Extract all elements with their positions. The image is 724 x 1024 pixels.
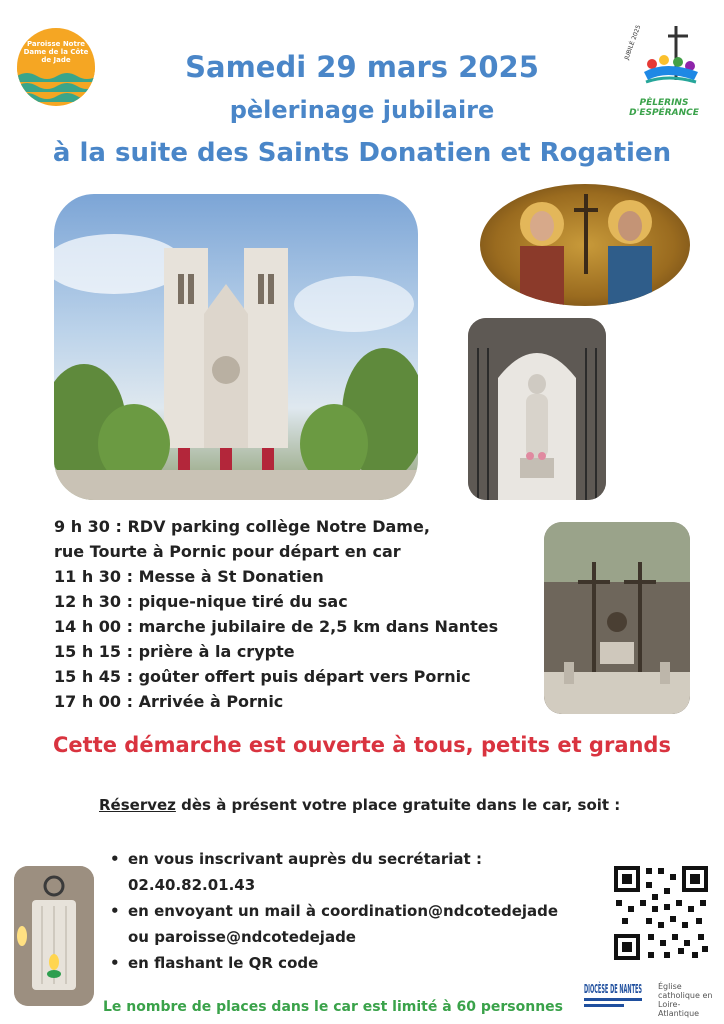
option-qr-text: en flashant le QR code (128, 954, 319, 972)
qr-code-icon (612, 864, 710, 962)
paroisse-logo-text: Paroisse Notre Dame de la Côte de Jade (23, 40, 89, 64)
crypt-crosses-photo (544, 522, 690, 714)
schedule-item: 11 h 30 : Messe à St Donatien (54, 567, 324, 586)
jubile-caption: PÈLERINS D'ESPÉRANCE (629, 98, 699, 118)
schedule-item: 15 h 45 : goûter offert puis départ vers Pornic (54, 667, 471, 686)
bullet-icon: • (110, 850, 120, 868)
open-to-all-note: Cette démarche est ouverte à tous, petits et grands (53, 733, 671, 757)
event-theme: à la suite des Saints Donatien et Rogatien (52, 138, 672, 168)
saints-mosaic-photo (480, 184, 690, 306)
schedule-item: 15 h 15 : prière à la crypte (54, 642, 295, 661)
bullet-icon: • (110, 954, 120, 972)
lantern-photo (14, 866, 94, 1006)
option-mail-text: en envoyant un mail à coordination@ndcotedejade (128, 902, 559, 920)
schedule-item: rue Tourte à Pornic pour départ en car (54, 542, 401, 561)
diocese-logo (582, 976, 644, 1016)
option-mail (110, 898, 610, 924)
seat-limit-note: Le nombre de places dans le car est limité à 60 personnes (103, 999, 564, 1015)
schedule-item: 12 h 30 : pique-nique tiré du sac (54, 592, 348, 611)
option-secretariat-text: en vous inscrivant auprès du secrétariat : (128, 850, 482, 868)
schedule-item: 9 h 30 : RDV parking collège Notre Dame, (54, 517, 430, 536)
cathedral-photo (54, 194, 418, 500)
statue-niche-photo (468, 318, 606, 500)
phone-number: 02.40.82.01.43 (128, 876, 256, 894)
option-secretariat (110, 846, 610, 872)
mail-alt: ou paroisse@ndcotedejade (128, 928, 356, 946)
schedule-item: 17 h 00 : Arrivée à Pornic (54, 692, 284, 711)
qr-code[interactable] (612, 864, 710, 962)
reserve-underlined: Réservez (99, 796, 176, 814)
reserve-instructions (99, 796, 699, 814)
bullet-icon: • (110, 902, 120, 920)
option-qr (110, 950, 610, 976)
schedule-item: 14 h 00 : marche jubilaire de 2,5 km dans Nantes (54, 617, 499, 636)
event-subtitle: pèlerinage jubilaire (229, 96, 495, 124)
eglise-caption: Église catholique en Loire-Atlantique (658, 982, 713, 1018)
jubile-top-text: JUBILÉ 2025 (623, 24, 643, 61)
event-date: Samedi 29 mars 2025 (185, 50, 539, 84)
booking-options (110, 846, 610, 976)
diocese-logo-text: DIOCÈSE (584, 982, 643, 996)
reserve-rest: dès à présent votre place gratuite dans le car, soit : (175, 796, 621, 814)
schedule-list (54, 514, 534, 714)
